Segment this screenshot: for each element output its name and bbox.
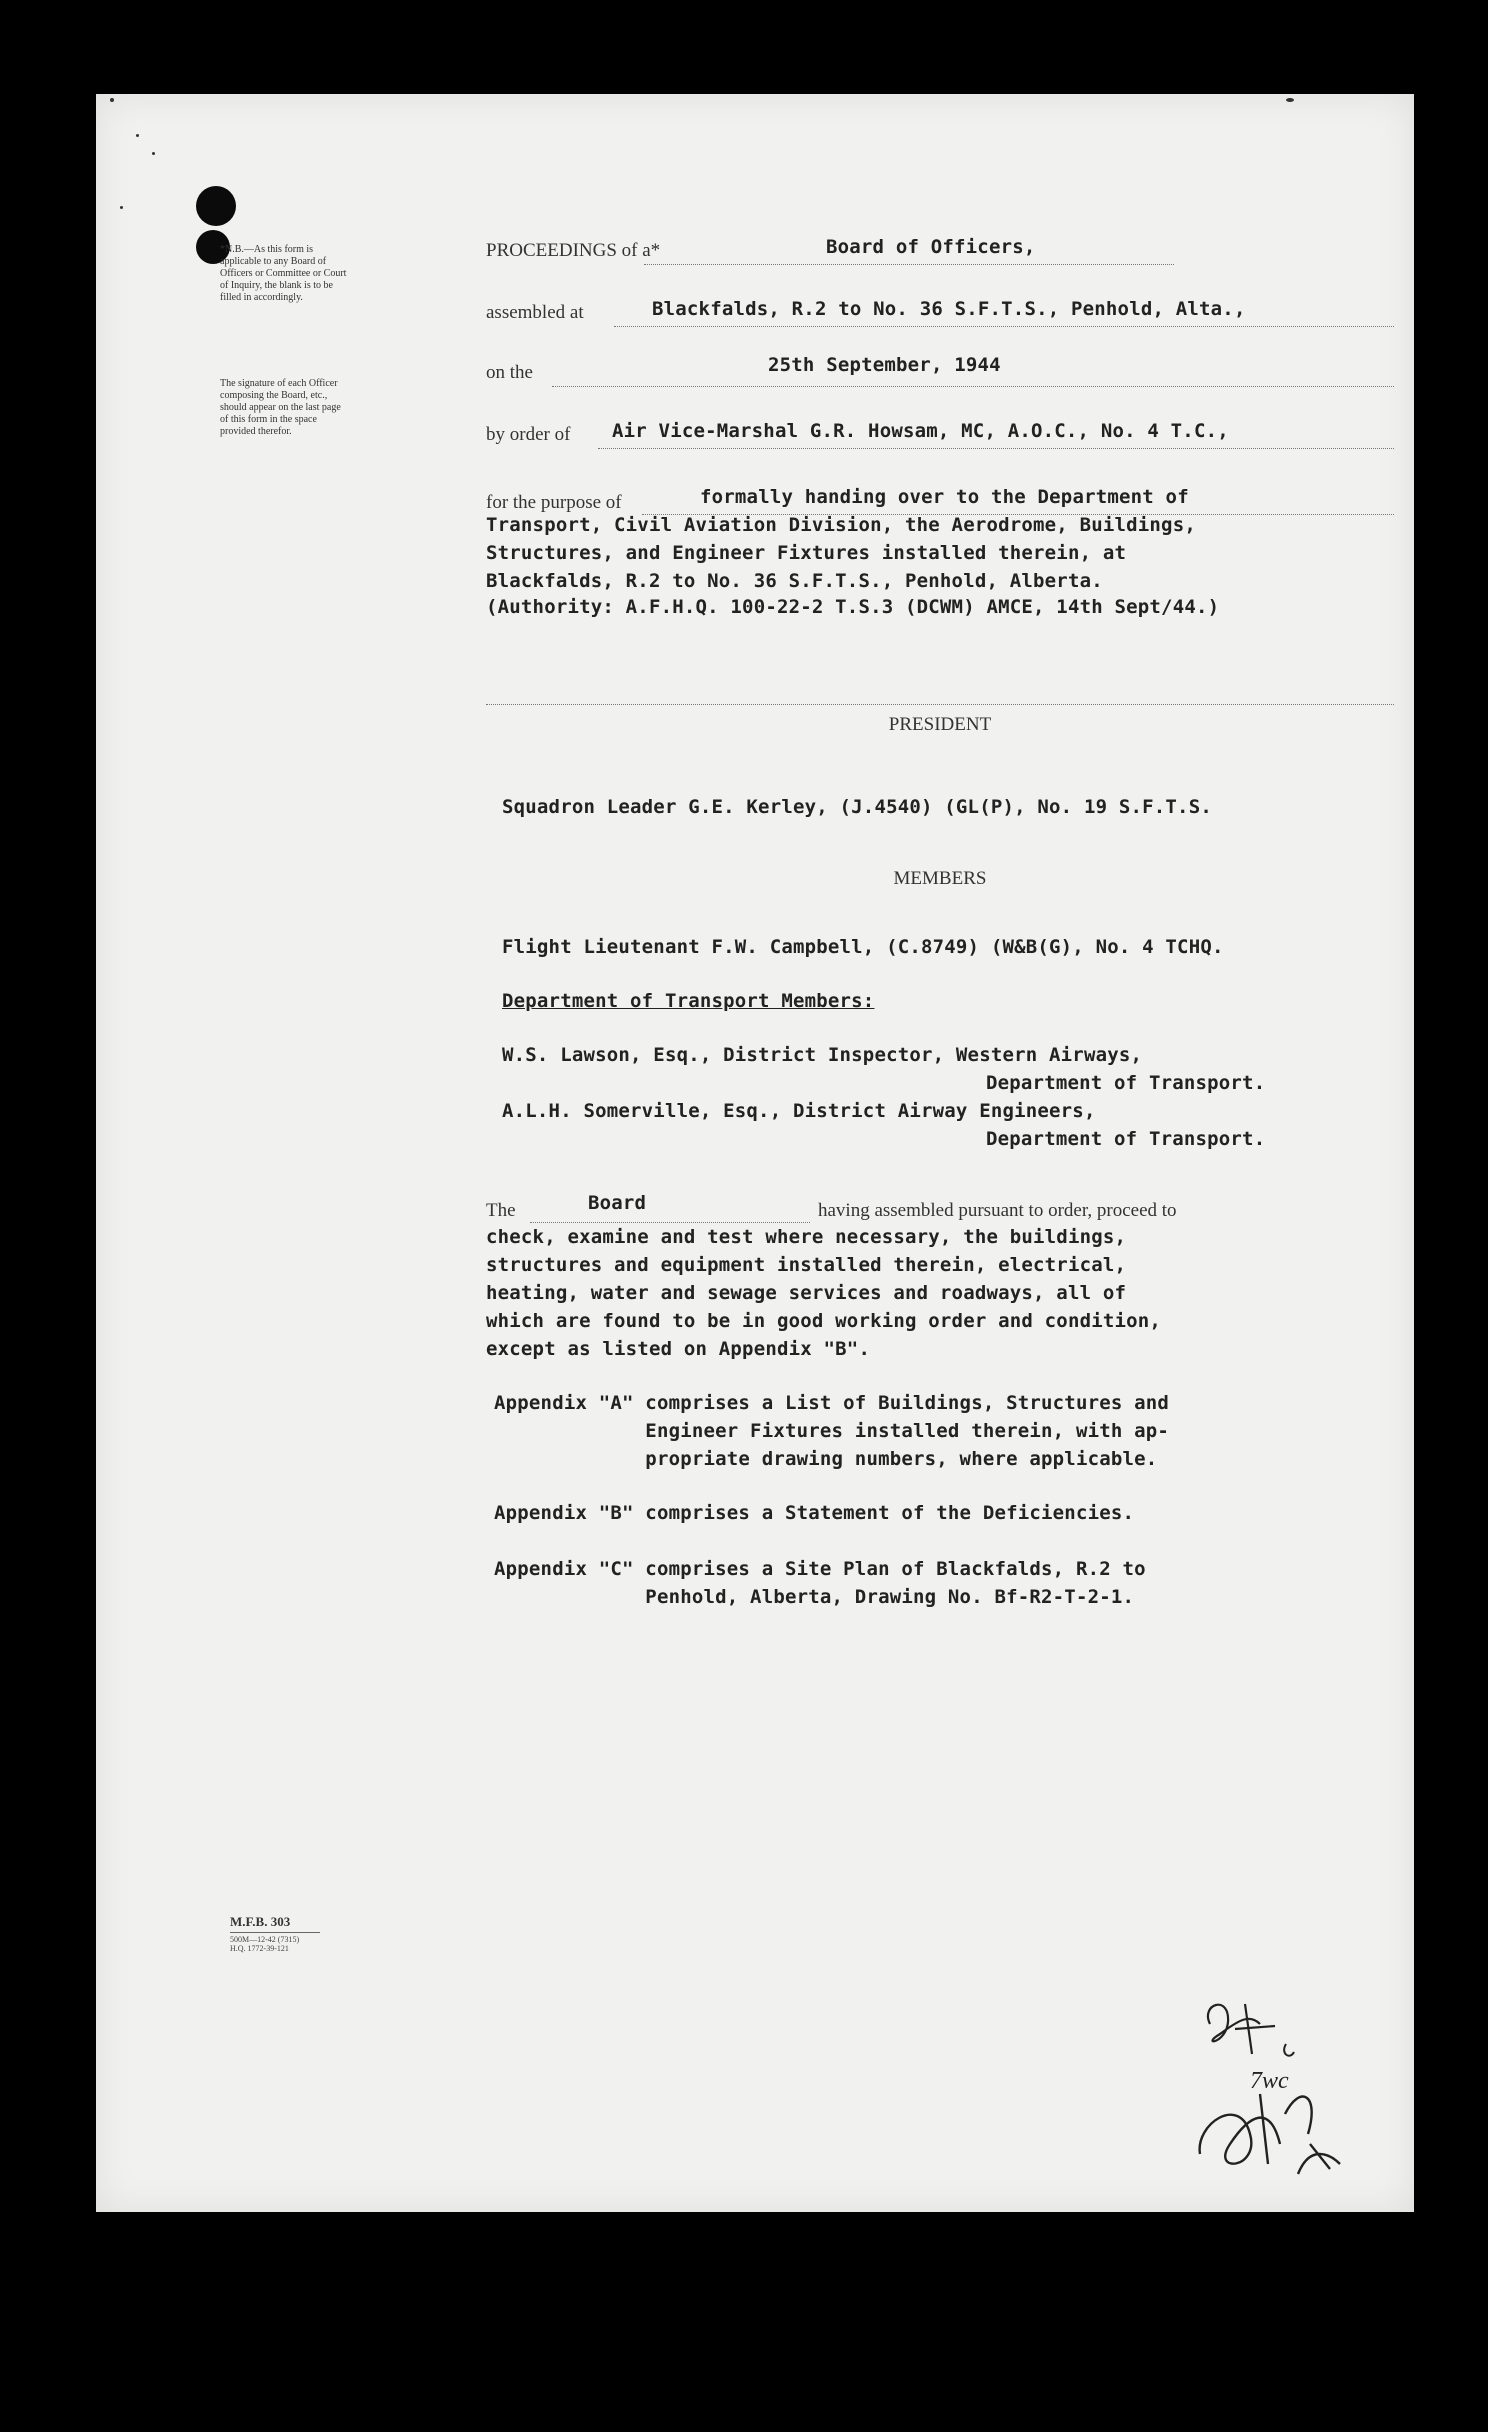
appendix-b-line: Appendix "B" comprises a Statement of the Deficiencies. bbox=[494, 1502, 1135, 1524]
order-line bbox=[598, 448, 1394, 449]
body-line-1: check, examine and test where necessary, the buildings, bbox=[486, 1226, 1127, 1248]
order-label: by order of bbox=[486, 424, 571, 445]
purpose-line-1: formally handing over to the Department of bbox=[700, 486, 1189, 508]
proceedings-line bbox=[644, 264, 1174, 265]
dot-member-2-line-1: A.L.H. Somerville, Esq., District Airway Engineers, bbox=[502, 1100, 1096, 1122]
form-print-run: 500M—12-42 (7315) bbox=[230, 1932, 320, 1944]
appendix-a-line-2: Engineer Fixtures installed therein, with ap- bbox=[494, 1420, 1170, 1442]
assembled-value: Blackfalds, R.2 to No. 36 S.F.T.S., Penhold, Alta., bbox=[652, 298, 1246, 320]
form-code: M.F.B. 303 bbox=[230, 1914, 291, 1929]
member-1: Flight Lieutenant F.W. Campbell, (C.8749) (W&B(G), No. 4 TCHQ. bbox=[502, 936, 1224, 958]
form-reference bbox=[230, 1914, 320, 1953]
appendix-c-line-1: Appendix "C" comprises a Site Plan of Blackfalds, R.2 to bbox=[494, 1558, 1146, 1580]
appendix-a-line-3: propriate drawing numbers, where applicable. bbox=[494, 1448, 1158, 1470]
speck bbox=[120, 206, 123, 209]
handwritten-initials bbox=[1190, 1994, 1350, 2194]
assembled-line bbox=[614, 326, 1394, 327]
members-heading: MEMBERS bbox=[893, 868, 987, 889]
dot-member-1-line-1: W.S. Lawson, Esq., District Inspector, Western Airways, bbox=[502, 1044, 1143, 1066]
signature-text: 7wc bbox=[1250, 2068, 1289, 2094]
purpose-line-3: Structures, and Engineer Fixtures installed therein, at bbox=[486, 542, 1127, 564]
speck bbox=[110, 98, 114, 102]
dot-member-1-line-2: Department of Transport. bbox=[986, 1072, 1266, 1094]
speck bbox=[1286, 98, 1294, 102]
speck bbox=[136, 134, 139, 137]
proceedings-value: Board of Officers, bbox=[826, 236, 1036, 258]
order-value: Air Vice-Marshal G.R. Howsam, MC, A.O.C., No. 4 T.C., bbox=[612, 420, 1229, 442]
president-heading: PRESIDENT bbox=[888, 714, 992, 735]
purpose-line-4: Blackfalds, R.2 to No. 36 S.F.T.S., Penhold, Alberta. bbox=[486, 570, 1103, 592]
body-line-2: structures and equipment installed therein, electrical, bbox=[486, 1254, 1127, 1276]
assembled-label: assembled at bbox=[486, 302, 584, 323]
purpose-line-5: (Authority: A.F.H.Q. 100-22-2 T.S.3 (DCWM) AMCE, 14th Sept/44.) bbox=[486, 596, 1220, 618]
sidenote-nb: *N.B.—As this form is applicable to any Board of Officers or Committee or Court of Inquiry, the blank is to be filled in accordingly. bbox=[220, 244, 347, 303]
body-line-3: heating, water and sewage services and roadways, all of bbox=[486, 1282, 1127, 1304]
dot-member-2-line-2: Department of Transport. bbox=[986, 1128, 1266, 1150]
appendix-a-line-1: Appendix "A" comprises a List of Buildings, Structures and bbox=[494, 1392, 1170, 1414]
purpose-label: for the purpose of bbox=[486, 492, 622, 513]
on-line bbox=[552, 386, 1394, 387]
the-value: Board bbox=[588, 1192, 647, 1214]
proceedings-label: PROCEEDINGS of a* bbox=[486, 240, 661, 261]
punch-hole-top bbox=[196, 186, 236, 226]
appendix-c-line-2: Penhold, Alberta, Drawing No. Bf-R2-T-2-1. bbox=[494, 1586, 1135, 1608]
document-page bbox=[96, 94, 1414, 2212]
the-label: The bbox=[486, 1200, 516, 1221]
body-line-4: which are found to be in good working order and condition, bbox=[486, 1310, 1162, 1332]
purpose-line-2: Transport, Civil Aviation Division, the Aerodrome, Buildings, bbox=[486, 514, 1196, 536]
speck bbox=[152, 152, 155, 155]
body-line-5: except as listed on Appendix "B". bbox=[486, 1338, 871, 1360]
on-label: on the bbox=[486, 362, 533, 383]
dot-members-heading: Department of Transport Members: bbox=[502, 990, 875, 1012]
on-value: 25th September, 1944 bbox=[768, 354, 1001, 376]
form-hq-ref: H.Q. 1772-39-121 bbox=[230, 1944, 289, 1953]
president-name: Squadron Leader G.E. Kerley, (J.4540) (GL(P), No. 19 S.F.T.S. bbox=[502, 796, 1212, 818]
blank-line bbox=[486, 704, 1394, 705]
having-text: having assembled pursuant to order, proceed to bbox=[818, 1200, 1177, 1221]
sidenote-signature: The signature of each Officer composing the Board, etc., should appear on the last page of this form in the space provided therefor. bbox=[220, 378, 341, 437]
the-line bbox=[530, 1222, 810, 1223]
